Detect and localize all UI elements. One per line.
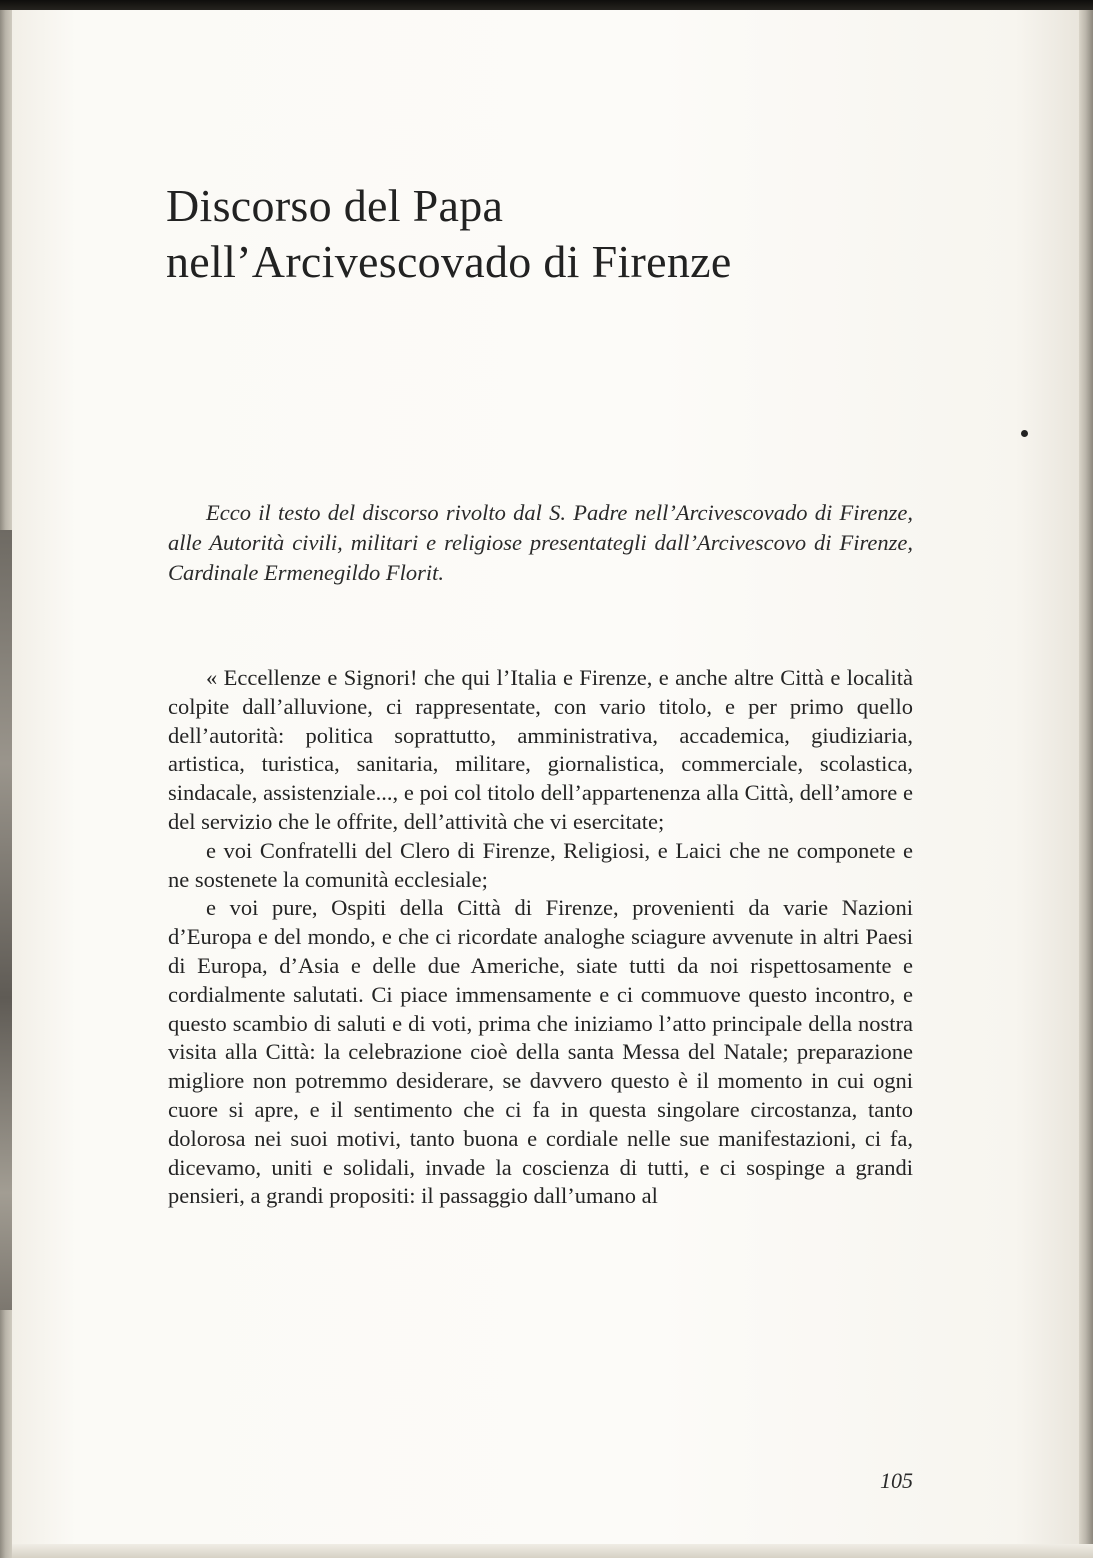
title-line-2: nell’Arcivescovado di Firenze xyxy=(166,236,732,287)
scan-border-bottom xyxy=(12,1544,1093,1558)
intro-paragraph: Ecco il testo del discorso rivolto dal S. Padre nell’Arcivescovado di Firenze, alle Autorità civili, militari e religiose presentategli dall’Arcivescovo di Firenze, Cardinale Ermenegildo Florit. xyxy=(168,500,913,585)
body-paragraph: « Eccellenze e Signori! che qui l’Italia e Firenze, e anche altre Città e località colpite dall’alluvione, ci rappresentate, con vario titolo, e per primo quello dell’autorità: politica soprattutto, amministrativa, accademica, giudiziaria, artistica, turistica, sanitaria, militare, giornalistica, commerciale, scolastica, sindacale, assistenziale..., e poi col titolo dell’appartenenza alla Città, dell’amore e del servizio che le offrite, dell’attività che vi esercitate; xyxy=(168,665,913,834)
margin-dot xyxy=(1021,430,1028,437)
scan-border-right xyxy=(1079,10,1093,1558)
page-title xyxy=(166,178,732,290)
title-line-1: Discorso del Papa xyxy=(166,180,504,231)
page-number: 105 xyxy=(880,1468,913,1493)
body-paragraph: e voi Confratelli del Clero di Firenze, Religiosi, e Laici che ne componete e ne sostenete la comunità ecclesiale; xyxy=(168,837,913,892)
adjacent-page-edge xyxy=(0,530,12,1310)
body-text xyxy=(168,664,913,1211)
body-paragraph: e voi pure, Ospiti della Città di Firenze, provenienti da varie Nazioni d’Europa e del mondo, e che ci ricordate analoghe sciagure avvenute in altri Paesi di Europa, d’Asia e delle due Americhe, siate tutti da noi rispettosamente e cordialmente salutati. Ci piace immensamente e ci commuove questo incontro, e questo scambio di saluti e di voti, prima che iniziamo l’atto principale della nostra visita alla Città: la celebrazione cioè della santa Messa del Natale; preparazione migliore non potremmo desiderare, se davvero questo è il momento in cui ogni cuore si apre, e il sentimento che ci fa in questa singolare circostanza, tanto dolorosa nei suoi motivi, tanto buona e cordiale nelle sue manifestazioni, ci fa, dicevamo, uniti e solidali, invade la coscienza di tutti, e ci sospinge a grandi pensieri, a grandi propositi: il passaggio dall’umano al xyxy=(168,895,913,1209)
